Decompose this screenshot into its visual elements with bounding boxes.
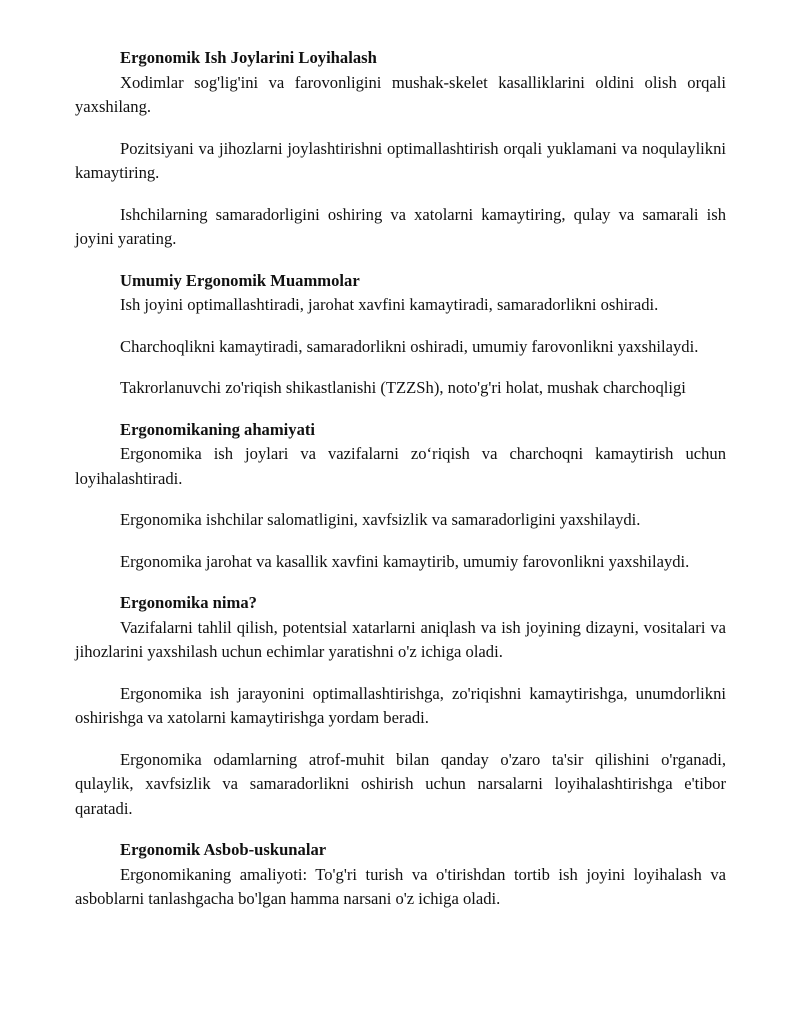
paragraph: Ishchilarning samaradorligini oshiring va xatolarni kamaytiring, qulay va samarali ish joyini yarating. [75,204,726,248]
paragraph: Ergonomika ish jarayonini optimallashtirishga, zo'riqishni kamaytirishga, unumdorlikni oshirishga va xatolarni kamaytirishga yordam beradi. [75,683,726,727]
section-heading: Ergonomik Ish Joylarini Loyihalash [120,48,377,67]
section-heading: Ergonomikaning ahamiyati [120,419,316,439]
paragraph: Ergonomika jarohat va kasallik xavfini kamaytirib, umumiy farovonlikni yaxshilaydi. [120,551,690,571]
section-ergonomic-workplace-design [75,46,726,252]
section-ergonomic-equipment [75,838,726,912]
section-common-ergonomic-problems [75,269,726,401]
paragraph: Xodimlar sog'lig'ini va farovonligini mushak-skelet kasalliklarini oldini olish orqali yaxshilang. [75,72,726,116]
section-heading: Umumiy Ergonomik Muammolar [120,270,360,290]
paragraph: Charchoqlikni kamaytiradi, samaradorlikni oshiradi, umumiy farovonlikni yaxshilaydi. [120,336,699,356]
paragraph: Vazifalarni tahlil qilish, potentsial xatarlarni aniqlash va ish joyining dizayni, vositalari va jihozlarini yaxshilash uchun echimlar yaratishni o'z ichiga oladi. [75,617,726,661]
paragraph: Ergonomikaning amaliyoti: To'g'ri turish va o'tirishdan tortib ish joyini loyihalash va asboblarni tanlashgacha bo'lgan hamma narsani o'z ichiga oladi. [75,864,726,908]
paragraph: Ergonomika ish joylari va vazifalarni zo‘riqish va charchoqni kamaytirish uchun loyihalashtiradi. [75,444,726,488]
section-heading: Ergonomika nima? [120,593,257,612]
paragraph: Ergonomika ishchilar salomatligini, xavfsizlik va samaradorligini yaxshilaydi. [120,510,641,529]
paragraph: Takrorlanuvchi zo'riqish shikastlanishi (TZZSh), noto'g'ri holat, mushak charchoqligi [120,378,686,397]
section-heading: Ergonomik Asbob-uskunalar [120,840,327,859]
paragraph: Ish joyini optimallashtiradi, jarohat xavfini kamaytiradi, samaradorlikni oshiradi. [120,295,659,314]
paragraph: Ergonomika odamlarning atrof-muhit bilan qanday o'zaro ta'sir qilishini o'rganadi, qulaylik, xavfsizlik va samaradorlikni oshirish uchun narsalarni loyihalashtirishga e'tibor qaratadi. [75,749,726,818]
section-what-is-ergonomics [75,591,726,821]
section-importance-of-ergonomics [75,418,726,575]
document-page [75,46,726,929]
paragraph: Pozitsiyani va jihozlarni joylashtirishni optimallashtirish orqali yuklamani va noqulaylikni kamaytiring. [75,138,726,182]
